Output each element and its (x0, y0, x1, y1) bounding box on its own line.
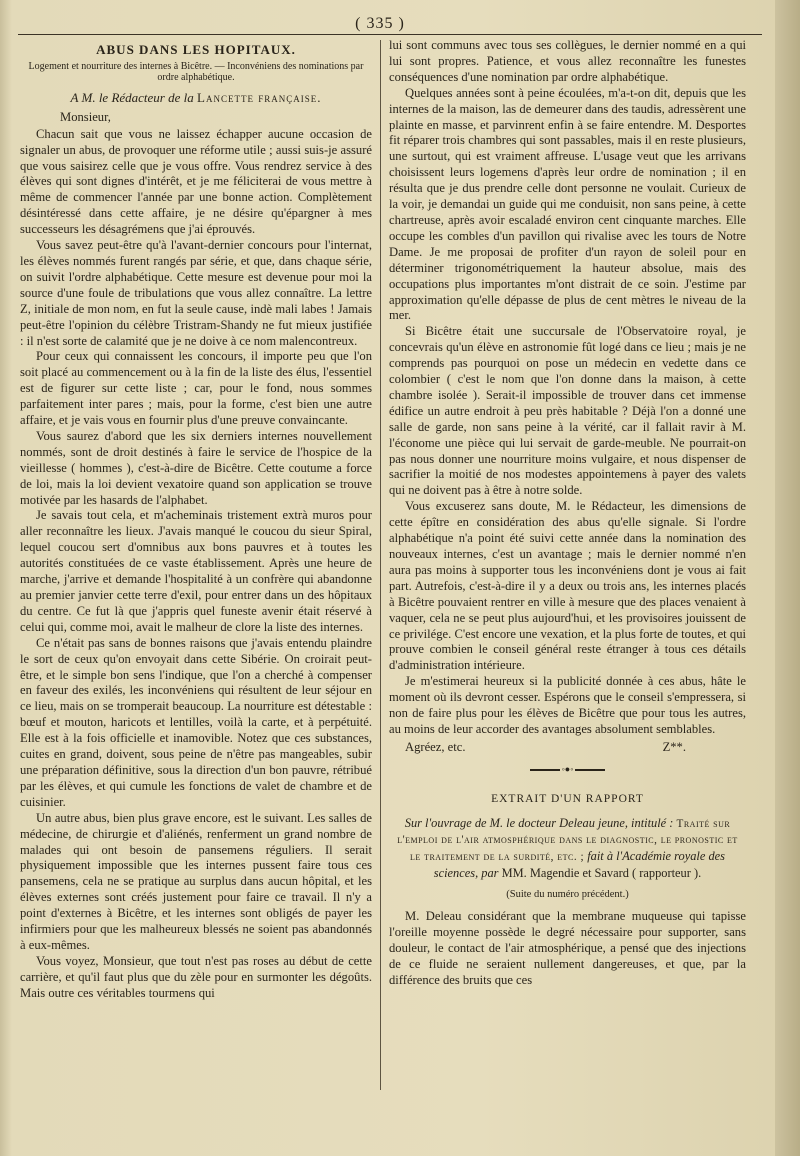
paragraph: Vous voyez, Monsieur, que tout n'est pas roses au début de cette carrière, et qu'il faut plus que du zèle pour en surmonter les dégoûts. Mais outre ces véritables tourmens qui (20, 953, 372, 1000)
report-intro: Sur l'ouvrage de M. le docteur Deleau jeune, intitulé : (404, 815, 674, 830)
report-authors: MM. Magendie et Savard ( rapporteur ). (501, 865, 702, 880)
paragraph: Vous savez peut-être qu'à l'avant-dernier concours pour l'internat, les élèves nommés furent rangés par série, et que, dans chaque série, on suivit l'ordre alphabétique. Cette mesure est devenue pour moi la source d'une foule de tribulations que vous allez connaître. La lettre Z, initiale de mon nom, en fut la seule cause, indè mali labes ! Jamais peut-être l'opinion du célèbre Tristram-Shandy ne fut mieux justifiée : il n'est sorte de calamité que je ne doive à ce nom malencontreux. (20, 238, 372, 348)
paragraph: Pour ceux qui connaissent les concours, il importe peu que l'on soit placé au commencement ou à la fin de la liste des élus, l'essentiel est de figurer sur cette liste ; car, pour le fond, nous sommes parfaitement inter pares ; mais, pour la forme, c'est bien une autre affaire, et je vais vous en fournir plus d'une preuve convaincante. (20, 349, 372, 428)
article-subtitle: Logement et nourriture des internes à Bicêtre. — Inconvéniens des nominations par ordre alphabétique. (28, 60, 364, 84)
salutation: Monsieur, (60, 109, 111, 124)
top-rule (18, 34, 762, 35)
report-work-title: Traité sur l'emploi de l'air atmosphérique dans le diagnostic, le pronostic et le traitement de la surdité, etc. ; (397, 817, 738, 864)
paragraph: M. Deleau considérant que la membrane muqueuse qui tapisse l'oreille moyenne possède le degré nécessaire pour supporter, sans douleur, le contact de l'air atmosphérique, a pensé que des injections de ce fluide ne seraient nullement dangereuses, et que, par la différence des bruits que ces (389, 909, 746, 987)
left-column (20, 38, 372, 1152)
paragraph: Ce n'était pas sans de bonnes raisons que j'avais entendu plaindre le sort de ceux qu'on envoyait dans cette Sibérie. On croirait peut-être, et le simple bon sens l'indique, que l'on a cherché à compenser en faveur des exilés, les inconvéniens qui résultent de leur séjour en ce lieu, mais on se tromperait beaucoup. La nourriture est détestable : bœuf et mouton, haricots et lentilles, voilà la carte, et à perpétuité. Elle est à la fois officielle et inamovible. Notez que ces substances, cuites en grand, doivent, sous peine de n'être pas mangeables, subir une préparation définitive, sous la direction d'un bon pauvre, rétribué par les élèves, et qui cumule les fonctions de valet de chambre et de cuisinier. (20, 635, 372, 809)
paragraph: Vous excuserez sans doute, M. le Rédacteur, les dimensions de cette épître en considération des abus qu'elle signale. Si l'ordre alphabétique n'a point été suivi cette année dans la nomination des nouveaux internes, c'est un avantage ; mais le dernier nommé n'en aura pas moins à supporter tous les inconvéniens dont je vous ai fait part. Autrefois, c'est-à-dire il y a deux ou trois ans, les internes placés à Bicêtre pouvaient rentrer en ville à mesure que des places venaient à vaquer, cela ne se peut plus aujourd'hui, et les provisoires jouissent de ce privilége. C'est encore une vexation, et la plus forte de toutes, et qui prouve combien le conseil général reste étranger à tous ces détails d'administration intérieure. (389, 499, 746, 673)
paragraph: lui sont communs avec tous ses collègues, le dernier nommé en a qui lui sont propres. Patience, et vous allez reconnaître les funestes conséquences d'une nomination par ordre alphabétique. (389, 38, 746, 84)
paragraph: Si Bicêtre était une succursale de l'Observatoire royal, je concevrais qu'un élève en astronomie fût logé dans ce lieu ; mais je ne comprends pas pourquoi on pose un médecin en vedette dans ce colombier ( c'est le nom que l'on donne dans la maison, à cette chambre isolée ). Serait-il impossible de trouver dans cet immense édifice un autre endroit à peu près habitable ? Déjà l'on a donné une salle de garde, non sans peine à la vérité, car il fallait ravir à M. l'économe une pièce qui lui servait de garde-meuble. Ne pourrait-on pas nous donner une nourriture moins vulgaire, et nous dispenser de sacrifier la moitié de nos modestes appointemens à payer des valets qui ne doivent pas à être à notre solde. (389, 324, 746, 498)
column-separator (380, 40, 381, 1090)
article-title: ABUS DANS LES HOPITAUX. (96, 42, 296, 57)
paragraph: Je m'estimerai heureux si la publicité donnée à ces abus, hâte le moment où ils devront cesser. Espérons que le conseil s'empressera, si non de faire plus pour les élèves de Bicêtre que pour tous les autres, au moins de leur accorder des avantages absolument semblables. (389, 674, 746, 736)
journal-name: Lancette française. (197, 89, 322, 105)
paragraph: Je savais tout cela, et m'acheminais tristement extrà muros pour aller reconnaître les lieux. J'avais manqué le coucou du sieur Spiral, lequel coucou sert d'omnibus aux bons pauvres et à toutes les autorités constituées de ce vaste établissement. Après une heure de marche, j'arrive et demande l'hospitalité à un confrère qui abandonne au premier janvier cette terre d'exil, pour entrer dans un des hôpitaux du centre. Ce fut là que j'appris quel funeste avenir était réservé à celui qui, comme moi, avait le malheur de clore la liste des internes. (20, 508, 372, 634)
page-edge (775, 0, 800, 1156)
addressee-line (20, 90, 372, 106)
signoff (389, 738, 746, 756)
right-column (389, 38, 746, 1152)
closing-formula: Agréez, etc. (405, 739, 466, 754)
report-heading (389, 816, 746, 881)
signature: Z**. (662, 739, 686, 754)
continuation-note: (Suite du numéro précédent.) (506, 889, 629, 901)
report-made-for: fait à l'Académie royale des sciences, par (433, 849, 725, 880)
paragraph: Chacun sait que vous ne laissez échapper aucune occasion de signaler un abus, de provoquer une réforme utile ; aussi suis-je assuré que vous saisirez celle que je vous offre. Vous rendrez service à des élèves qui sont dignes d'intérêt, et je me féliciterai de vous mettre à même de commencer l'année par une bonne action. Complètement désintéressé dans cette affaire, je ne désire qu'épargner à mes successeurs les désagrémens que j'ai éprouvés. (20, 126, 372, 237)
page-number: ( 335 ) (355, 15, 405, 32)
addressee-prefix: A M. le Rédacteur de la (70, 89, 194, 105)
section-ornament: ◦●◦ (389, 762, 746, 778)
paragraph: Vous saurez d'abord que les six derniers internes nouvellement nommés, sont de droit destinés à faire le service de l'hospice de la vieillesse ( hommes ), c'est-à-dire de Bicêtre. Cette coutume a force de loi, mais la loi devient vexatoire quand son application se trouve motivée par les hasards de l'alphabet. (20, 428, 372, 507)
paragraph: Quelques années sont à peine écoulées, m'a-t-on dit, depuis que les internes de la maison, las de demeurer dans des taudis, adressèrent une plainte en masse, et parvinrent enfin à se faire entendre. M. Desportes fit réparer trois chambres qui sont passables, mais il en reste plusieurs, une surtout, qui est vraiment affreuse. L'usage veut que les arrivans choisissent leurs logemens d'après leur ordre de nomination ; il en résulta que je dus prendre celle dont personne ne voulait. Curieux de la voir, je demandai un guide qui me conduisit, non sans peine, à cette chartreuse, après avoir escaladé environ cent cinquante marches. Elle occupe les combles d'un pavillon qui rivalise avec les tours de Notre Dame. Je me proposai de profiter d'un rayon de soleil pour en déterminer trigonométriquement la hauteur absolue, mais des occupations plus importantes m'ont distrait de ce soin. J'estime par approximation qu'elle dépasse de plus de cent mètres le niveau de la mer. (389, 85, 746, 323)
paragraph: Un autre abus, bien plus grave encore, est le suivant. Les salles de médecine, de chirurgie et d'aliénés, renferment un grand nombre de malades qui ont besoin de pansemens réguliers. Il serait physiquement impossible que les internes pussent faire tous ces pansemens, cela ne se pratique au surplus dans aucun hôpital, et les élèves externes sont créés justement pour faire ce travail. Il n'y a point d'externes à Bicêtre, et les internes sont obligés de payer les infirmiers pour que les malheureux blessés ne soient pas abandonnés à eux-mêmes. (20, 810, 372, 952)
report-title: EXTRAIT D'UN RAPPORT (491, 792, 644, 805)
